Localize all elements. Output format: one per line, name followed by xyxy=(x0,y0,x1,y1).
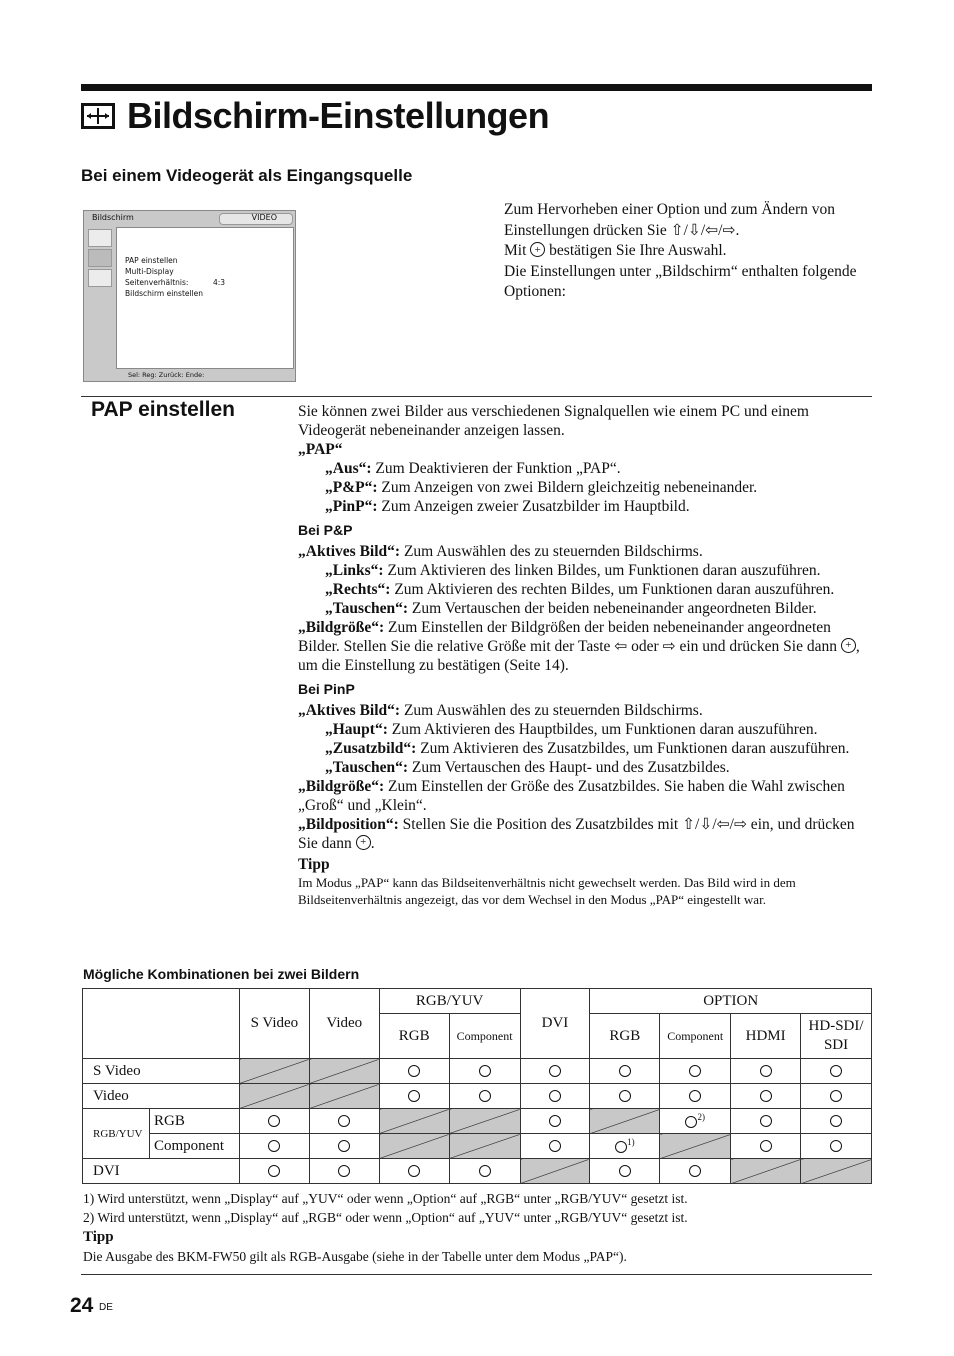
na-cell xyxy=(309,1059,379,1084)
intro-line: Die Einstellungen unter „Bildschirm“ enthalten folgende Optionen: xyxy=(504,262,857,300)
supported-mark xyxy=(408,1165,420,1177)
option-text: Zum Auswählen des zu steuernden Bildschirms. xyxy=(403,702,703,719)
footer-divider xyxy=(81,1274,872,1275)
footnote-1: 1) Wird unterstützt, wenn „Display“ auf „YUV“ oder wenn „Option“ auf „RGB“ unter „RGB/YUV“ gesetzt ist. xyxy=(83,1191,688,1206)
section-title: Bei einem Videogerät als Eingangsquelle xyxy=(81,166,413,185)
intro-line xyxy=(504,241,876,262)
supported-mark xyxy=(619,1090,631,1102)
option-label: „Tauschen“: xyxy=(325,600,408,617)
menu-tab-screen-icon xyxy=(88,249,112,267)
option-text: Zum Anzeigen von zwei Bildern gleichzeitig nebeneinander. xyxy=(381,479,758,496)
supported-mark xyxy=(549,1090,561,1102)
menu-tab-icon-1 xyxy=(88,229,112,247)
supported-mark xyxy=(685,1116,697,1128)
option-text: . xyxy=(370,835,375,852)
pap-body xyxy=(298,402,876,908)
option-text: Zum Anzeigen zweier Zusatzbilder im Hauptbild. xyxy=(381,498,690,515)
subheading-pp: Bei P&P xyxy=(298,522,353,538)
intro-line-a: Mit xyxy=(504,242,527,259)
footnote-mark: 1) xyxy=(627,1136,635,1147)
na-cell xyxy=(590,1109,660,1134)
menu-source: VIDEO xyxy=(251,213,277,222)
tipp-text: Im Modus „PAP“ kann das Bildseitenverhältnis nicht gewechselt werden. Das Bild wird in dem Bildseitenverhältnis angezeigt, das vor dem Wechsel in den Modus „PAP“ eingestellt war. xyxy=(298,875,796,907)
supported-mark xyxy=(268,1115,280,1127)
supported-mark xyxy=(408,1065,420,1077)
supported-mark xyxy=(408,1090,420,1102)
page-title xyxy=(81,94,549,138)
supported-mark xyxy=(689,1090,701,1102)
menu-panel xyxy=(116,227,294,369)
title-bar-rule xyxy=(81,84,872,91)
supported-mark xyxy=(268,1165,280,1177)
option-label: „Aus“: xyxy=(325,460,372,477)
page-number: 24 xyxy=(70,1294,94,1317)
table-heading: Mögliche Kombinationen bei zwei Bildern xyxy=(83,966,360,982)
supported-mark xyxy=(549,1140,561,1152)
option-label: „Tauschen“: xyxy=(325,759,408,776)
supported-mark xyxy=(268,1140,280,1152)
col-header: Video xyxy=(309,989,379,1059)
section-divider xyxy=(81,396,872,397)
supported-mark xyxy=(830,1065,842,1077)
na-cell xyxy=(239,1084,309,1109)
supported-mark xyxy=(830,1140,842,1152)
col-header: OPTION xyxy=(590,989,872,1014)
menu-screenshot xyxy=(83,210,296,382)
na-cell xyxy=(731,1159,801,1184)
option-text: Zum Deaktivieren der Funktion „PAP“. xyxy=(375,460,621,477)
na-cell xyxy=(379,1134,449,1159)
pap-heading: PAP einstellen xyxy=(91,398,235,421)
option-text: Zum Vertauschen des Haupt- und des Zusatzbildes. xyxy=(411,759,730,776)
na-cell xyxy=(309,1084,379,1109)
col-header: DVI xyxy=(520,989,590,1059)
intro-line: Zum Hervorheben einer Option und zum Ändern von Einstellungen drücken Sie ⇧/⇩/⇦/⇨. xyxy=(504,201,836,239)
option-text: Zum Aktivieren des Zusatzbildes, um Funktionen daran auszuführen. xyxy=(420,740,850,757)
menu-aspect-value: 4:3 xyxy=(213,278,226,287)
enter-icon xyxy=(841,638,856,653)
row-header: Video xyxy=(83,1084,240,1109)
menu-item: PAP einstellen xyxy=(125,256,178,265)
sub-header: HDMI xyxy=(731,1014,801,1059)
supported-mark xyxy=(615,1141,627,1153)
supported-mark xyxy=(830,1090,842,1102)
title-text: Bildschirm-Einstellungen xyxy=(127,95,550,136)
page-language: DE xyxy=(99,1302,113,1313)
row-header: DVI xyxy=(83,1159,240,1184)
na-cell xyxy=(520,1159,590,1184)
na-cell xyxy=(449,1134,520,1159)
option-label: „Links“: xyxy=(325,562,384,579)
na-cell xyxy=(379,1109,449,1134)
option-text: Zum Aktivieren des Hauptbildes, um Funktionen daran auszuführen. xyxy=(391,721,818,738)
option-label: „Rechts“: xyxy=(325,581,391,598)
na-cell xyxy=(660,1134,731,1159)
enter-icon xyxy=(356,835,371,850)
intro-text xyxy=(504,200,876,303)
pap-label: „PAP“ xyxy=(298,441,343,458)
row-header: S Video xyxy=(83,1059,240,1084)
menu-item: Multi-Display xyxy=(125,267,174,276)
option-label: „Bildposition“: xyxy=(298,816,399,833)
supported-mark xyxy=(760,1090,772,1102)
supported-mark xyxy=(338,1165,350,1177)
menu-item: Seitenverhältnis: xyxy=(125,278,189,287)
menu-tab-icon-3 xyxy=(88,269,112,287)
option-label: „PinP“: xyxy=(325,498,378,515)
enter-icon xyxy=(530,242,545,257)
supported-mark xyxy=(549,1115,561,1127)
supported-mark xyxy=(760,1065,772,1077)
screen-adjust-icon xyxy=(81,103,115,129)
option-text: Zum Auswählen des zu steuernden Bildschirms. xyxy=(403,543,703,560)
option-label: „Zusatzbild“: xyxy=(325,740,417,757)
option-text: Zum Aktivieren des linken Bildes, um Funktionen daran auszuführen. xyxy=(387,562,821,579)
na-cell xyxy=(449,1109,520,1134)
option-text: Stellen Sie die Position des Zusatzbildes mit ⇧/⇩/⇦/⇨ ein, und drücken Sie dann xyxy=(298,816,855,852)
sub-header: RGB xyxy=(590,1014,660,1059)
option-label: „Bildgröße“: xyxy=(298,778,385,795)
footnote-2: 2) Wird unterstützt, wenn „Display“ auf „RGB“ oder wenn „Option“ auf „YUV“ unter „RGB/YUV“ gesetzt ist. xyxy=(83,1210,688,1225)
sub-header: Component xyxy=(449,1014,520,1059)
pap-desc: Sie können zwei Bilder aus verschiedenen Signalquellen wie einem PC und einem Videogerät nebeneinander anzeigen lassen. xyxy=(298,403,809,439)
tipp-label: Tipp xyxy=(83,1229,114,1245)
row-header: Component xyxy=(149,1134,239,1159)
supported-mark xyxy=(479,1090,491,1102)
option-text: Zum Vertauschen der beiden nebeneinander angeordneten Bilder. xyxy=(411,600,817,617)
row-header: RGB xyxy=(149,1109,239,1134)
sub-header: RGB xyxy=(379,1014,449,1059)
option-text: , um die Einstellung zu bestätigen (Seite 14). xyxy=(298,638,860,674)
supported-mark xyxy=(479,1065,491,1077)
footnote-mark: 2) xyxy=(697,1111,705,1122)
supported-mark xyxy=(338,1140,350,1152)
option-label: „Aktives Bild“: xyxy=(298,543,401,560)
tipp-text: Die Ausgabe des BKM-FW50 gilt als RGB-Ausgabe (siehe in der Tabelle unter dem Modus „PAP“). xyxy=(83,1249,627,1264)
menu-header: Bildschirm xyxy=(92,213,134,222)
na-cell xyxy=(239,1059,309,1084)
supported-mark xyxy=(549,1065,561,1077)
supported-mark xyxy=(619,1065,631,1077)
row-group-header: RGB/YUV xyxy=(83,1109,150,1159)
supported-mark xyxy=(479,1165,491,1177)
option-label: „Bildgröße“: xyxy=(298,619,385,636)
menu-item: Bildschirm einstellen xyxy=(125,289,204,298)
option-text: Zum Einstellen der Bildgrößen der beiden nebeneinander angeordneten Bilder. Stellen Sie die relative Größe mit der Taste ⇦ oder ⇨ ein und drücken Sie dann xyxy=(298,619,837,655)
table-notes xyxy=(83,1189,873,1266)
supported-mark xyxy=(760,1115,772,1127)
combination-table xyxy=(82,988,872,1184)
supported-mark xyxy=(760,1140,772,1152)
supported-mark xyxy=(830,1115,842,1127)
option-label: „Haupt“: xyxy=(325,721,388,738)
supported-mark xyxy=(338,1115,350,1127)
sub-header: Component xyxy=(660,1014,731,1059)
supported-mark xyxy=(619,1165,631,1177)
option-label: „P&P“: xyxy=(325,479,378,496)
col-header: S Video xyxy=(239,989,309,1059)
intro-line-b: bestätigen Sie Ihre Auswahl. xyxy=(549,242,727,259)
menu-footer: Sel: Reg: Zurück: Ende: xyxy=(128,371,205,379)
option-text: Zum Aktivieren des rechten Bildes, um Funktionen daran auszuführen. xyxy=(394,581,835,598)
supported-mark xyxy=(689,1065,701,1077)
tipp-label: Tipp xyxy=(298,856,330,873)
col-header: RGB/YUV xyxy=(379,989,520,1014)
option-label: „Aktives Bild“: xyxy=(298,702,401,719)
supported-mark xyxy=(689,1165,701,1177)
option-text: Zum Einstellen der Größe des Zusatzbildes. Sie haben die Wahl zwischen „Groß“ und „Klein“. xyxy=(298,778,845,814)
subheading-pinp: Bei PinP xyxy=(298,681,355,697)
na-cell xyxy=(801,1159,872,1184)
table-corner xyxy=(83,989,240,1059)
sub-header: HD-SDI/ SDI xyxy=(801,1014,872,1059)
